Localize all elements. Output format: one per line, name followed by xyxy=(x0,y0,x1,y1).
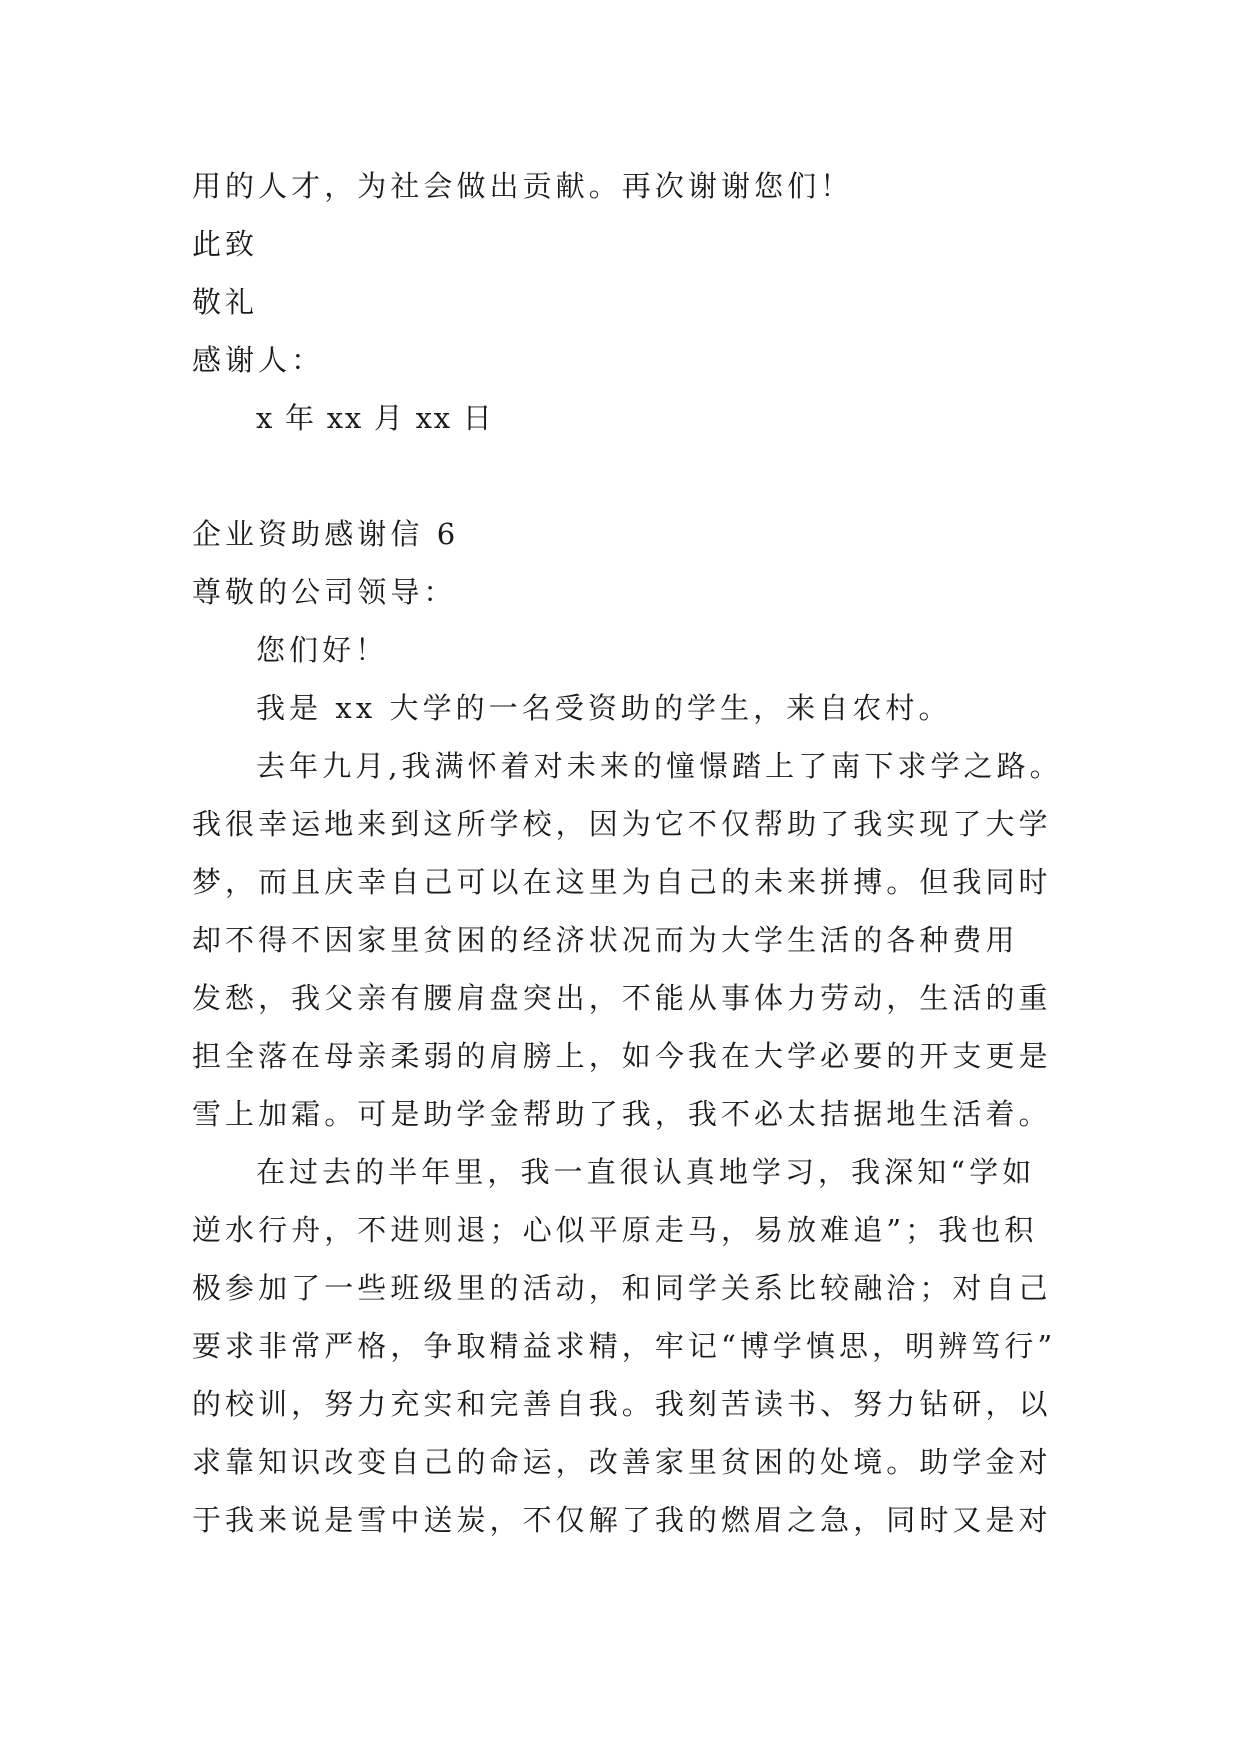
paragraph-line: 在过去的半年里，我一直很认真地学习，我深知“学如 xyxy=(256,1155,1036,1189)
letter-intro: 我是 xx 大学的一名受资助的学生，来自农村。 xyxy=(256,691,952,725)
paragraph-line: 去年九月,我满怀着对未来的憧憬踏上了南下求学之路。 xyxy=(256,749,1063,783)
paragraph-line: 担全落在母亲柔弱的肩膀上，如今我在大学必要的开支更是 xyxy=(192,1039,1052,1073)
paragraph-line: 于我来说是雪中送炭，不仅解了我的燃眉之急，同时又是对 xyxy=(192,1503,1052,1537)
paragraph-line: 却不得不因家里贫困的经济状况而为大学生活的各种费用 xyxy=(192,923,1019,957)
paragraph-line: 梦，而且庆幸自己可以在这里为自己的未来拼搏。但我同时 xyxy=(192,865,1052,899)
paragraph-line: 的校训，努力充实和完善自我。我刻苦读书、努力钻研，以 xyxy=(192,1387,1052,1421)
paragraph-line: 极参加了一些班级里的活动，和同学关系比较融洽；对自己 xyxy=(192,1271,1052,1305)
salutation-jing-li: 敬礼 xyxy=(192,285,259,319)
paragraph-line: 逆水行舟，不进则退；心似平原走马，易放难追”；我也积 xyxy=(192,1213,1038,1247)
salutation-ci-zhi: 此致 xyxy=(192,227,259,261)
closing-line: 用的人才，为社会做出贡献。再次谢谢您们！ xyxy=(192,169,854,203)
paragraph-line: 我很幸运地来到这所学校，因为它不仅帮助了我实现了大学 xyxy=(192,807,1052,841)
letter-date: x 年 xx 月 xx 日 xyxy=(256,401,494,435)
letter-recipient: 尊敬的公司领导： xyxy=(192,575,457,609)
paragraph-line: 要求非常严格，争取精益求精，牢记“博学慎思，明辨笃行” xyxy=(192,1329,1057,1363)
paragraph-line: 发愁，我父亲有腰肩盘突出，不能从事体力劳动，生活的重 xyxy=(192,981,1052,1015)
paragraph-line: 雪上加霜。可是助学金帮助了我，我不必太拮据地生活着。 xyxy=(192,1097,1052,1131)
letter-greeting: 您们好！ xyxy=(256,633,389,667)
letter-title: 企业资助感谢信 6 xyxy=(192,517,460,551)
signer-label: 感谢人： xyxy=(192,343,325,377)
paragraph-line: 求靠知识改变自己的命运，改善家里贫困的处境。助学金对 xyxy=(192,1445,1052,1479)
